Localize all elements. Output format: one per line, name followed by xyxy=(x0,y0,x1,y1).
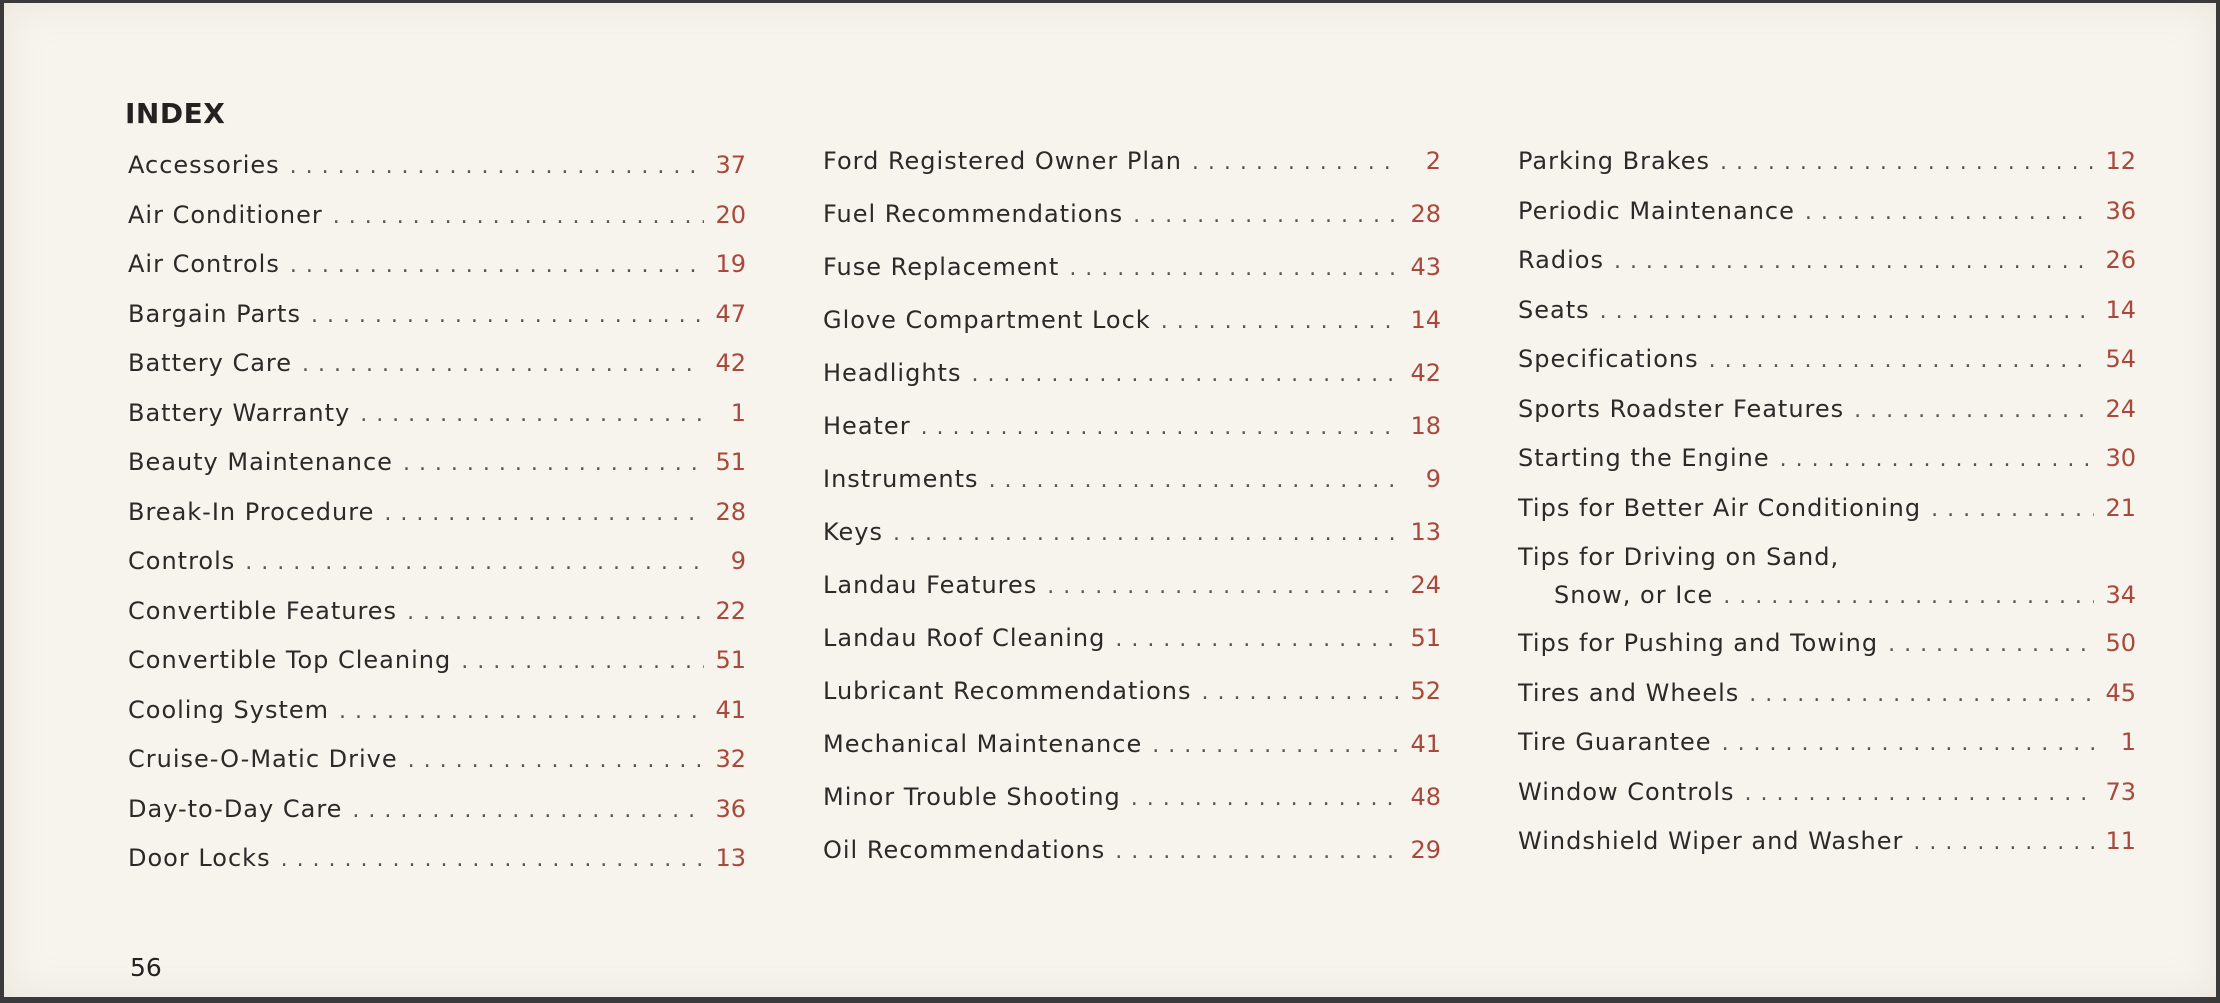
entry-page-number: 51 xyxy=(715,646,746,674)
dot-leader xyxy=(1854,398,2094,423)
entry-label: Glove Compartment Lock xyxy=(823,306,1151,334)
entry-page-number: 54 xyxy=(2105,345,2136,373)
entry-label: Beauty Maintenance xyxy=(128,448,393,476)
index-entry xyxy=(1518,494,2136,544)
entry-label: Air Conditioner xyxy=(128,200,323,229)
entry-label: Oil Recommendations xyxy=(823,836,1106,864)
entry-label: Fuel Recommendations xyxy=(823,200,1124,228)
entry-label: Sports Roadster Features xyxy=(1518,394,1845,423)
index-title: INDEX xyxy=(125,97,226,130)
index-entry xyxy=(823,465,1441,518)
entry-label: Parking Brakes xyxy=(1518,147,1710,175)
index-entry xyxy=(128,250,746,300)
entry-page-number: 9 xyxy=(1425,465,1441,493)
dot-leader xyxy=(1745,781,2094,806)
index-entry xyxy=(128,646,746,696)
entry-page-number: 9 xyxy=(730,547,746,575)
entry-page-number: 22 xyxy=(715,596,746,625)
dot-leader xyxy=(1722,731,2094,756)
entry-label-continued: Snow, or Ice xyxy=(1554,581,1714,609)
entry-label: Day-to-Day Care xyxy=(128,794,343,823)
dot-leader xyxy=(893,521,1399,546)
entry-label: Tips for Pushing and Towing xyxy=(1518,629,1879,657)
dot-leader xyxy=(1152,733,1399,758)
index-entry xyxy=(823,836,1441,889)
entry-page-number: 2 xyxy=(1425,147,1441,175)
entry-page-number: 50 xyxy=(2105,629,2136,657)
entry-page-number: 28 xyxy=(1410,200,1441,228)
dot-leader xyxy=(1131,786,1399,811)
dot-leader xyxy=(1723,584,2094,609)
index-entry xyxy=(128,349,746,399)
entry-label: Battery Care xyxy=(128,349,293,377)
index-entry xyxy=(1518,345,2136,395)
entry-label: Windshield Wiper and Washer xyxy=(1518,827,1904,855)
entry-page-number: 13 xyxy=(1410,518,1441,546)
entry-label: Periodic Maintenance xyxy=(1518,196,1795,225)
entry-label: Break-In Procedure xyxy=(128,497,375,526)
dot-leader xyxy=(1805,200,2094,225)
entry-page-number: 32 xyxy=(715,745,746,773)
dot-leader xyxy=(989,468,1399,493)
entry-label: Landau Features xyxy=(823,571,1038,599)
index-entry xyxy=(128,696,746,746)
entry-label: Keys xyxy=(823,518,884,546)
entry-label: Air Controls xyxy=(128,250,280,278)
index-entry xyxy=(823,253,1441,306)
dot-leader xyxy=(407,600,704,625)
dot-leader xyxy=(1115,839,1399,864)
entry-label: Tips for Better Air Conditioning xyxy=(1518,493,1922,522)
index-column-3 xyxy=(1518,147,2136,877)
entry-page-number: 14 xyxy=(1410,306,1441,334)
dot-leader xyxy=(339,699,704,724)
index-entry xyxy=(823,677,1441,730)
entry-label: Controls xyxy=(128,547,236,575)
dot-leader xyxy=(1133,203,1399,228)
index-entry xyxy=(823,571,1441,624)
entry-page-number: 1 xyxy=(2120,728,2136,756)
dot-leader xyxy=(352,798,704,823)
index-entry xyxy=(1518,296,2136,346)
dot-leader xyxy=(1047,574,1399,599)
index-entry xyxy=(1518,395,2136,445)
dot-leader xyxy=(1913,830,2094,855)
dot-leader xyxy=(311,303,704,328)
entry-label: Cruise-O-Matic Drive xyxy=(128,745,398,773)
entry-page-number: 29 xyxy=(1410,836,1441,864)
entry-label: Heater xyxy=(823,412,911,440)
index-entry xyxy=(128,201,746,251)
entry-label: Lubricant Recommendations xyxy=(823,677,1192,705)
dot-leader xyxy=(1115,627,1399,652)
dot-leader xyxy=(1709,348,2094,373)
index-entry xyxy=(823,147,1441,200)
entry-label: Battery Warranty xyxy=(128,398,351,427)
entry-label: Landau Roof Cleaning xyxy=(823,624,1106,652)
index-entry xyxy=(1518,197,2136,247)
entry-page-number: 36 xyxy=(715,794,746,823)
entry-page-number: 21 xyxy=(2105,493,2136,522)
entry-label: Tires and Wheels xyxy=(1518,678,1740,707)
entry-page-number: 45 xyxy=(2105,678,2136,707)
dot-leader xyxy=(1720,150,2094,175)
index-entry xyxy=(823,730,1441,783)
index-entry xyxy=(128,151,746,201)
entry-label: Seats xyxy=(1518,295,1590,324)
entry-label: Radios xyxy=(1518,246,1604,274)
entry-label: Door Locks xyxy=(128,844,271,872)
dot-leader xyxy=(1749,682,2094,707)
dot-leader xyxy=(921,415,1399,440)
dot-leader xyxy=(281,847,704,872)
entry-page-number: 14 xyxy=(2105,295,2136,324)
dot-leader xyxy=(1780,447,2094,472)
entry-label: Convertible Features xyxy=(128,596,398,625)
index-entry xyxy=(1518,246,2136,296)
dot-leader xyxy=(971,362,1399,387)
index-entry xyxy=(1518,679,2136,729)
index-entry xyxy=(128,399,746,449)
index-page xyxy=(4,3,2216,997)
entry-page-number: 18 xyxy=(1410,412,1441,440)
entry-label: Bargain Parts xyxy=(128,299,301,328)
entry-label: Fuse Replacement xyxy=(823,253,1060,281)
dot-leader xyxy=(403,451,704,476)
entry-label: Convertible Top Cleaning xyxy=(128,646,452,674)
dot-leader xyxy=(290,253,704,278)
dot-leader xyxy=(1069,256,1399,281)
entry-page-number: 51 xyxy=(1410,624,1441,652)
entry-label: Window Controls xyxy=(1518,777,1735,806)
page-number: 56 xyxy=(130,953,162,982)
index-entry xyxy=(1518,147,2136,197)
index-entry xyxy=(823,518,1441,571)
entry-page-number: 48 xyxy=(1410,783,1441,811)
entry-page-number: 42 xyxy=(1410,359,1441,387)
index-entry xyxy=(823,624,1441,677)
entry-page-number: 24 xyxy=(2105,394,2136,423)
dot-leader xyxy=(384,501,704,526)
entry-page-number: 43 xyxy=(1410,253,1441,281)
entry-page-number: 1 xyxy=(730,398,746,427)
index-entry xyxy=(823,412,1441,465)
dot-leader xyxy=(1931,497,2094,522)
dot-leader xyxy=(1201,680,1399,705)
index-entry xyxy=(1518,543,2136,629)
index-entry xyxy=(1518,827,2136,877)
entry-page-number: 47 xyxy=(715,299,746,328)
dot-leader xyxy=(1192,150,1399,175)
entry-label: Headlights xyxy=(823,359,962,387)
dot-leader xyxy=(333,204,704,229)
index-column-2 xyxy=(823,147,1441,889)
entry-page-number: 20 xyxy=(715,200,746,229)
dot-leader xyxy=(360,402,704,427)
entry-page-number: 37 xyxy=(715,151,746,179)
entry-page-number: 36 xyxy=(2105,196,2136,225)
index-entry xyxy=(128,795,746,845)
index-entry xyxy=(128,448,746,498)
index-entry xyxy=(1518,629,2136,679)
entry-page-number: 12 xyxy=(2105,147,2136,175)
index-entry xyxy=(823,306,1441,359)
entry-label: Accessories xyxy=(128,151,280,179)
entry-label: Starting the Engine xyxy=(1518,444,1770,472)
entry-page-number: 11 xyxy=(2105,827,2136,855)
entry-page-number: 42 xyxy=(715,349,746,377)
index-entry xyxy=(128,300,746,350)
entry-page-number: 73 xyxy=(2105,777,2136,806)
dot-leader xyxy=(461,649,704,674)
entry-label: Ford Registered Owner Plan xyxy=(823,147,1182,175)
index-entry xyxy=(1518,728,2136,778)
entry-label: Minor Trouble Shooting xyxy=(823,783,1121,811)
index-entry xyxy=(128,745,746,795)
entry-page-number: 41 xyxy=(1410,730,1441,758)
entry-label: Specifications xyxy=(1518,345,1699,373)
entry-page-number: 34 xyxy=(2105,581,2136,609)
entry-label: Tips for Driving on Sand, xyxy=(1518,543,1840,571)
index-entry xyxy=(823,359,1441,412)
entry-page-number: 51 xyxy=(715,448,746,476)
entry-page-number: 24 xyxy=(1410,571,1441,599)
entry-page-number: 41 xyxy=(715,695,746,724)
entry-page-number: 28 xyxy=(715,497,746,526)
dot-leader xyxy=(290,154,704,179)
entry-label: Cooling System xyxy=(128,695,330,724)
entry-page-number: 26 xyxy=(2105,246,2136,274)
entry-continuation xyxy=(1518,581,2136,609)
index-entry xyxy=(128,597,746,647)
index-entry xyxy=(128,547,746,597)
entry-label: Mechanical Maintenance xyxy=(823,730,1143,758)
index-entry xyxy=(1518,778,2136,828)
entry-page-number: 19 xyxy=(715,250,746,278)
dot-leader xyxy=(302,352,704,377)
entry-page-number: 52 xyxy=(1410,677,1441,705)
dot-leader xyxy=(408,748,704,773)
index-entry xyxy=(128,498,746,548)
entry-label: Instruments xyxy=(823,465,979,493)
dot-leader xyxy=(1161,309,1399,334)
dot-leader xyxy=(1600,299,2094,324)
dot-leader xyxy=(1614,249,2094,274)
entry-page-number: 30 xyxy=(2105,444,2136,472)
index-entry xyxy=(823,200,1441,253)
index-entry xyxy=(128,844,746,894)
dot-leader xyxy=(245,550,704,575)
dot-leader xyxy=(1888,632,2094,657)
index-entry xyxy=(1518,444,2136,494)
entry-page-number: 13 xyxy=(715,844,746,872)
entry-label: Tire Guarantee xyxy=(1518,728,1712,756)
index-column-1 xyxy=(128,151,746,894)
index-entry xyxy=(823,783,1441,836)
